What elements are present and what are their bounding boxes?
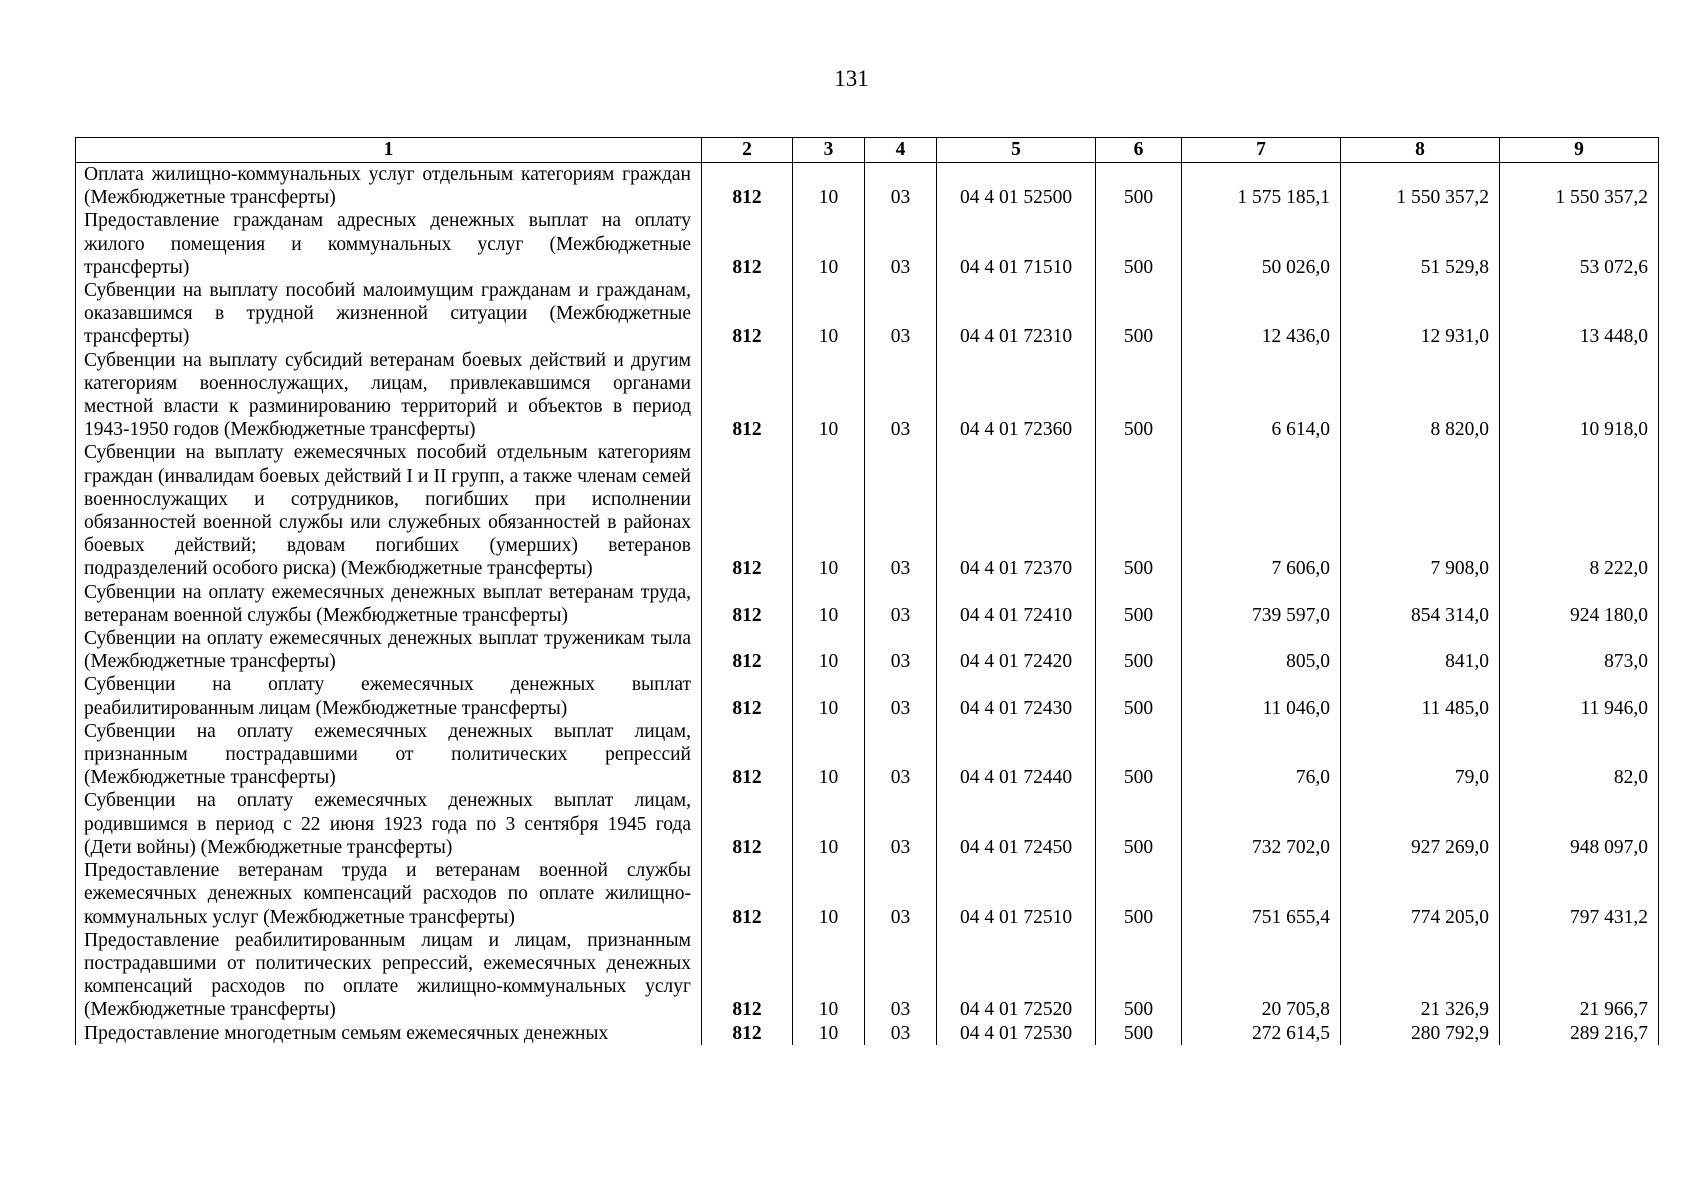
- budget-table: [75, 137, 1659, 1045]
- table-row: [76, 441, 1659, 580]
- target-article-code: 04 4 01 72510: [937, 859, 1096, 929]
- header-row: [76, 138, 1659, 163]
- row-description: Субвенции на выплату пособий малоимущим гражданам и гражданам, оказавшимся в трудной жизненной ситуации (Межбюджетные трансферты): [76, 279, 702, 349]
- column-header: 5: [937, 138, 1096, 163]
- amount-year-3: 13 448,0: [1500, 279, 1659, 349]
- target-article-code: 04 4 01 72370: [937, 441, 1096, 580]
- row-description: Предоставление гражданам адресных денежных выплат на оплату жилого помещения и коммунальных услуг (Межбюджетные трансферты): [76, 209, 702, 279]
- expense-type-code: 500: [1096, 720, 1182, 790]
- row-description: Оплата жилищно-коммунальных услуг отдельным категориям граждан (Межбюджетные трансферты): [76, 163, 702, 210]
- expense-type-code: 500: [1096, 349, 1182, 442]
- table-row: [76, 673, 1659, 719]
- section-code: 10: [793, 929, 865, 1022]
- section-code: 10: [793, 209, 865, 279]
- subsection-code: 03: [865, 929, 937, 1022]
- amount-year-1: 50 026,0: [1182, 209, 1341, 279]
- amount-year-3: 289 216,7: [1500, 1022, 1659, 1045]
- expense-type-code: 500: [1096, 627, 1182, 673]
- amount-year-2: 12 931,0: [1341, 279, 1500, 349]
- column-header: 9: [1500, 138, 1659, 163]
- amount-year-2: 774 205,0: [1341, 859, 1500, 929]
- column-header: 2: [702, 138, 793, 163]
- amount-year-1: 751 655,4: [1182, 859, 1341, 929]
- target-article-code: 04 4 01 72440: [937, 720, 1096, 790]
- amount-year-3: 1 550 357,2: [1500, 163, 1659, 210]
- amount-year-3: 8 222,0: [1500, 441, 1659, 580]
- subsection-code: 03: [865, 789, 937, 859]
- subsection-code: 03: [865, 581, 937, 627]
- table-row: [76, 720, 1659, 790]
- amount-year-1: 805,0: [1182, 627, 1341, 673]
- expense-type-code: 500: [1096, 209, 1182, 279]
- amount-year-2: 51 529,8: [1341, 209, 1500, 279]
- amount-year-1: 1 575 185,1: [1182, 163, 1341, 210]
- grbs-code: 812: [702, 279, 793, 349]
- grbs-code: 812: [702, 627, 793, 673]
- subsection-code: 03: [865, 163, 937, 210]
- target-article-code: 04 4 01 72450: [937, 789, 1096, 859]
- table-row: [76, 929, 1659, 1022]
- column-header: 1: [76, 138, 702, 163]
- column-header: 8: [1341, 138, 1500, 163]
- section-code: 10: [793, 441, 865, 580]
- amount-year-1: 272 614,5: [1182, 1022, 1341, 1045]
- table-row: [76, 859, 1659, 929]
- grbs-code: 812: [702, 209, 793, 279]
- subsection-code: 03: [865, 279, 937, 349]
- grbs-code: 812: [702, 1022, 793, 1045]
- grbs-code: 812: [702, 789, 793, 859]
- subsection-code: 03: [865, 627, 937, 673]
- target-article-code: 04 4 01 72520: [937, 929, 1096, 1022]
- expense-type-code: 500: [1096, 279, 1182, 349]
- row-description: Предоставление ветеранам труда и ветеранам военной службы ежемесячных денежных компенсаций расходов по оплате жилищно-коммунальных услуг (Межбюджетные трансферты): [76, 859, 702, 929]
- section-code: 10: [793, 859, 865, 929]
- amount-year-2: 927 269,0: [1341, 789, 1500, 859]
- page-number: 131: [834, 66, 869, 91]
- amount-year-2: 854 314,0: [1341, 581, 1500, 627]
- target-article-code: 04 4 01 52500: [937, 163, 1096, 210]
- amount-year-2: 8 820,0: [1341, 349, 1500, 442]
- amount-year-2: 11 485,0: [1341, 673, 1500, 719]
- section-code: 10: [793, 163, 865, 210]
- section-code: 10: [793, 1022, 865, 1045]
- amount-year-1: 6 614,0: [1182, 349, 1341, 442]
- amount-year-3: 948 097,0: [1500, 789, 1659, 859]
- row-description: Субвенции на оплату ежемесячных денежных выплат лицам, признанным пострадавшими от политических репрессий (Межбюджетные трансферты): [76, 720, 702, 790]
- target-article-code: 04 4 01 72420: [937, 627, 1096, 673]
- subsection-code: 03: [865, 859, 937, 929]
- row-description: Субвенции на выплату ежемесячных пособий отдельным категориям граждан (инвалидам боевых действий I и II групп, а также членам семей военнослужащих и сотрудников, погибших при исполнении обязанностей военной службы или служебных обязанностей в районах боевых действий; вдовам погибших (умерших) ветеранов подразделений особого риска) (Межбюджетные трансферты): [76, 441, 702, 580]
- table-body: [76, 163, 1659, 1045]
- section-code: 10: [793, 720, 865, 790]
- expense-type-code: 500: [1096, 789, 1182, 859]
- amount-year-1: 76,0: [1182, 720, 1341, 790]
- section-code: 10: [793, 279, 865, 349]
- expense-type-code: 500: [1096, 441, 1182, 580]
- amount-year-2: 21 326,9: [1341, 929, 1500, 1022]
- table-row: [76, 581, 1659, 627]
- table-row: [76, 163, 1659, 210]
- amount-year-3: 21 966,7: [1500, 929, 1659, 1022]
- amount-year-2: 7 908,0: [1341, 441, 1500, 580]
- table-row: [76, 279, 1659, 349]
- target-article-code: 04 4 01 72530: [937, 1022, 1096, 1045]
- column-header: 3: [793, 138, 865, 163]
- section-code: 10: [793, 789, 865, 859]
- row-description: Субвенции на оплату ежемесячных денежных выплат реабилитированным лицам (Межбюджетные трансферты): [76, 673, 702, 719]
- amount-year-1: 7 606,0: [1182, 441, 1341, 580]
- subsection-code: 03: [865, 349, 937, 442]
- subsection-code: 03: [865, 1022, 937, 1045]
- amount-year-2: 79,0: [1341, 720, 1500, 790]
- amount-year-1: 732 702,0: [1182, 789, 1341, 859]
- amount-year-3: 797 431,2: [1500, 859, 1659, 929]
- column-header: 4: [865, 138, 937, 163]
- expense-type-code: 500: [1096, 929, 1182, 1022]
- section-code: 10: [793, 627, 865, 673]
- amount-year-2: 841,0: [1341, 627, 1500, 673]
- amount-year-3: 53 072,6: [1500, 209, 1659, 279]
- expense-type-code: 500: [1096, 581, 1182, 627]
- column-header: 7: [1182, 138, 1341, 163]
- amount-year-2: 1 550 357,2: [1341, 163, 1500, 210]
- row-description: Субвенции на оплату ежемесячных денежных выплат ветеранам труда, ветеранам военной службы (Межбюджетные трансферты): [76, 581, 702, 627]
- amount-year-3: 924 180,0: [1500, 581, 1659, 627]
- expense-type-code: 500: [1096, 1022, 1182, 1045]
- table-row: [76, 209, 1659, 279]
- table-row: [76, 627, 1659, 673]
- target-article-code: 04 4 01 71510: [937, 209, 1096, 279]
- target-article-code: 04 4 01 72430: [937, 673, 1096, 719]
- subsection-code: 03: [865, 209, 937, 279]
- target-article-code: 04 4 01 72410: [937, 581, 1096, 627]
- table-row: [76, 349, 1659, 442]
- row-description: Субвенции на оплату ежемесячных денежных выплат лицам, родившимся в период с 22 июня 1923 года по 3 сентября 1945 года (Дети войны) (Межбюджетные трансферты): [76, 789, 702, 859]
- target-article-code: 04 4 01 72360: [937, 349, 1096, 442]
- section-code: 10: [793, 349, 865, 442]
- row-description: Субвенции на выплату субсидий ветеранам боевых действий и другим категориям военнослужащих, лицам, привлекавшимся органами местной власти к разминированию территорий и объектов в период 1943-1950 годов (Межбюджетные трансферты): [76, 349, 702, 442]
- amount-year-1: 12 436,0: [1182, 279, 1341, 349]
- grbs-code: 812: [702, 720, 793, 790]
- expense-type-code: 500: [1096, 673, 1182, 719]
- expense-type-code: 500: [1096, 163, 1182, 210]
- section-code: 10: [793, 673, 865, 719]
- expense-type-code: 500: [1096, 859, 1182, 929]
- amount-year-3: 11 946,0: [1500, 673, 1659, 719]
- subsection-code: 03: [865, 673, 937, 719]
- grbs-code: 812: [702, 349, 793, 442]
- amount-year-3: 10 918,0: [1500, 349, 1659, 442]
- amount-year-2: 280 792,9: [1341, 1022, 1500, 1045]
- amount-year-1: 11 046,0: [1182, 673, 1341, 719]
- column-header: 6: [1096, 138, 1182, 163]
- table-row: [76, 1022, 1659, 1045]
- grbs-code: 812: [702, 581, 793, 627]
- section-code: 10: [793, 581, 865, 627]
- grbs-code: 812: [702, 673, 793, 719]
- grbs-code: 812: [702, 163, 793, 210]
- row-description: Предоставление реабилитированным лицам и лицам, признанным пострадавшими от политических репрессий, ежемесячных денежных компенсаций расходов по оплате жилищно-коммунальных услуг (Межбюджетные трансферты): [76, 929, 702, 1022]
- amount-year-3: 82,0: [1500, 720, 1659, 790]
- amount-year-1: 739 597,0: [1182, 581, 1341, 627]
- grbs-code: 812: [702, 859, 793, 929]
- table-row: [76, 789, 1659, 859]
- subsection-code: 03: [865, 441, 937, 580]
- row-description: Субвенции на оплату ежемесячных денежных выплат труженикам тыла (Межбюджетные трансферты): [76, 627, 702, 673]
- amount-year-1: 20 705,8: [1182, 929, 1341, 1022]
- target-article-code: 04 4 01 72310: [937, 279, 1096, 349]
- amount-year-3: 873,0: [1500, 627, 1659, 673]
- grbs-code: 812: [702, 441, 793, 580]
- subsection-code: 03: [865, 720, 937, 790]
- grbs-code: 812: [702, 929, 793, 1022]
- row-description: Предоставление многодетным семьям ежемесячных денежных: [76, 1022, 702, 1045]
